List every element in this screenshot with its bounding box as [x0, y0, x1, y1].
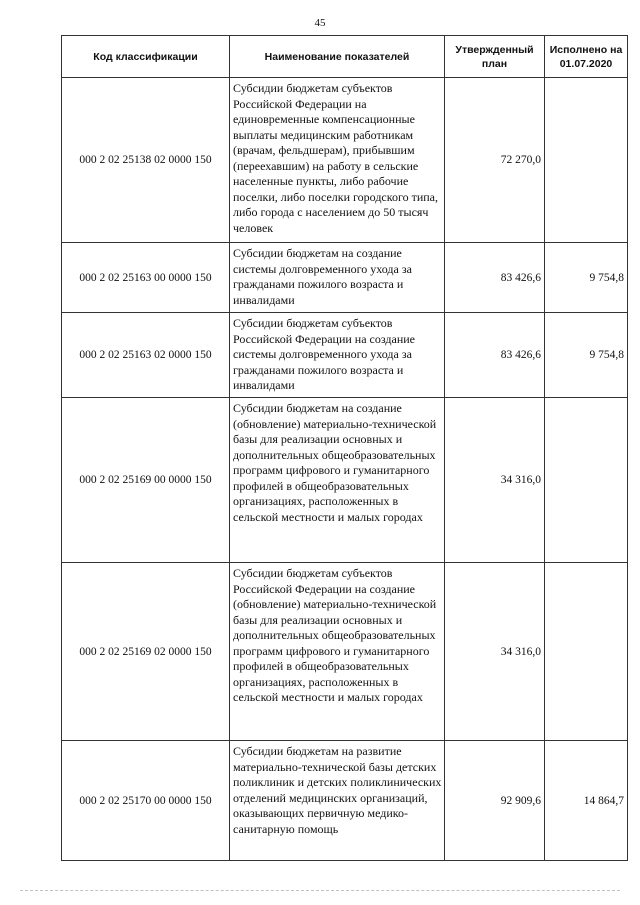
table-row — [62, 313, 628, 398]
header-plan: Утвержденный план — [445, 36, 545, 78]
table-row — [62, 563, 628, 741]
row-executed: 14 864,7 — [545, 741, 628, 861]
row-name: Субсидии бюджетам субъектов Российской Федерации на единовременные компенсационные выплаты медицинским работникам (врачам, фельдшерам), прибывшим (переехавшим) на работу в сельские населенные пункты, либо рабочие поселки, либо поселки городского типа, либо города с населением до 50 тысяч человек — [230, 78, 445, 243]
header-name: Наименование показателей — [230, 36, 445, 78]
row-executed: 9 754,8 — [545, 313, 628, 398]
row-code: 000 2 02 25170 00 0000 150 — [62, 741, 230, 861]
table-row — [62, 398, 628, 563]
header-executed: Исполнено на 01.07.2020 — [545, 36, 628, 78]
row-name: Субсидии бюджетам на создание системы долговременного ухода за гражданами пожилого возраста и инвалидами — [230, 243, 445, 313]
header-code: Код классификации — [62, 36, 230, 78]
row-plan: 34 316,0 — [445, 398, 545, 563]
row-plan: 83 426,6 — [445, 313, 545, 398]
row-code: 000 2 02 25163 00 0000 150 — [62, 243, 230, 313]
row-plan: 92 909,6 — [445, 741, 545, 861]
row-plan: 34 316,0 — [445, 563, 545, 741]
row-plan: 72 270,0 — [445, 78, 545, 243]
table-row — [62, 78, 628, 243]
row-code: 000 2 02 25169 00 0000 150 — [62, 398, 230, 563]
row-code: 000 2 02 25163 02 0000 150 — [62, 313, 230, 398]
row-name: Субсидии бюджетам на развитие материально-технической базы детских поликлиник и детских поликлинических отделений медицинских организаций, оказывающих первичную медико-санитарную помощь — [230, 741, 445, 861]
row-executed: 9 754,8 — [545, 243, 628, 313]
row-code: 000 2 02 25169 02 0000 150 — [62, 563, 230, 741]
row-executed — [545, 563, 628, 741]
budget-table — [61, 35, 628, 861]
row-executed — [545, 398, 628, 563]
row-name: Субсидии бюджетам субъектов Российской Федерации на создание системы долговременного ухода за гражданами пожилого возраста и инвалидами — [230, 313, 445, 398]
row-name: Субсидии бюджетам субъектов Российской Федерации на создание (обновление) материально-технической базы для реализации основных и дополнительных общеобразовательных программ цифрового и гуманитарного профилей в общеобразовательных организациях, расположенных в сельской местности и малых городах — [230, 563, 445, 741]
scan-artifact-line — [20, 890, 620, 893]
page-number: 45 — [314, 17, 326, 29]
row-executed — [545, 78, 628, 243]
row-name: Субсидии бюджетам на создание (обновление) материально-технической базы для реализации основных и дополнительных общеобразовательных программ цифрового и гуманитарного профилей в общеобразовательных организациях, расположенных в сельской местности и малых городах — [230, 398, 445, 563]
table-row — [62, 741, 628, 861]
table-row — [62, 243, 628, 313]
row-code: 000 2 02 25138 02 0000 150 — [62, 78, 230, 243]
row-plan: 83 426,6 — [445, 243, 545, 313]
table-header-row — [62, 36, 628, 78]
